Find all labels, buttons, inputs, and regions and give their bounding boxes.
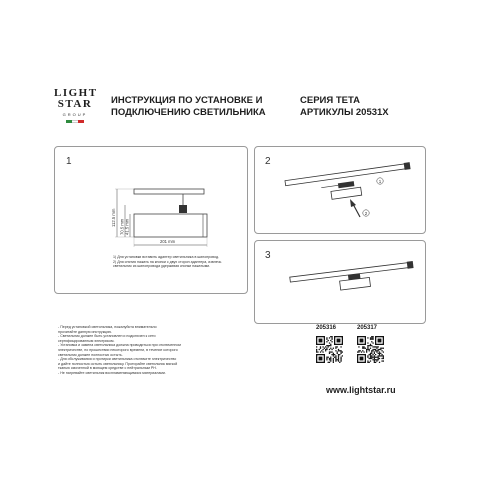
adapter-line (321, 185, 338, 187)
dim-body-label: 70.5 mm (119, 218, 125, 235)
instruction-line: - Для обслуживания и протирки светильника отключите электричество (58, 357, 177, 362)
article-205316: 205316 (316, 325, 337, 331)
logo-word-group: GROUP (62, 112, 88, 117)
flag-stripe-red (78, 120, 84, 123)
instruction-line: - Светильник должен быть установлен и подключен к сети (58, 334, 156, 339)
adapter-block (179, 205, 187, 213)
track-end-cap (404, 162, 411, 170)
adapter (338, 181, 355, 188)
step-3-result-drawing (255, 241, 425, 323)
note-2a: 2) Для снятия нажать на кнопки с двух сторон адаптера, извлечь (113, 259, 222, 264)
italian-flag-icon (66, 120, 84, 123)
instruction-line: сертифицированным электриком. (58, 338, 115, 343)
qr-code-205317[interactable] (357, 336, 384, 363)
step-1-number: 1 (66, 156, 72, 167)
instruction-line: электричестве, по прошествии некоторого времени, в течение которого (58, 347, 178, 352)
logo-word-light: LIGHT (54, 87, 98, 99)
title-line-1: ИНСТРУКЦИЯ ПО УСТАНОВКЕ И (111, 95, 263, 106)
step-1-panel (54, 146, 248, 294)
step-2-number: 2 (265, 156, 271, 167)
instruction-line: - Не нагревайте светильник воспламеняющимися материалами. (58, 370, 166, 375)
luminaire (331, 187, 362, 199)
instruction-line: прочитайте данную инструкцию. (58, 329, 113, 334)
title-line-2: ПОДКЛЮЧЕНИЮ СВЕТИЛЬНИКА (111, 107, 266, 118)
note-2b: светильник из шинопровода удерживая кнопки нажатыми. (113, 264, 211, 269)
brand-logo (54, 88, 96, 123)
instruction-line: тканью смоченной в моющем средстве с нейтральным PH. (58, 366, 157, 371)
dim-small-label: 41.5 mm (124, 218, 130, 235)
instruction-line: светильник должен полностью остыть. (58, 352, 123, 357)
step-2-install-drawing (255, 147, 425, 233)
instruction-line: и дайте полностью остыть светильнику. Протирайте светильник мягкой (58, 361, 178, 366)
insert-arrow-shaft (353, 204, 360, 217)
logo-word-star: STAR (57, 98, 93, 110)
mark-2-label: 2 (364, 210, 368, 216)
page-title (111, 95, 281, 119)
step-1-notes (113, 255, 243, 269)
step-1-dimension-drawing (55, 147, 247, 293)
safety-instructions (58, 325, 248, 376)
mark-1-label: 1 (378, 178, 382, 184)
step-2-panel (254, 146, 426, 234)
article-range: АРТИКУЛЫ 20531X (300, 107, 389, 118)
track-end-cap (407, 261, 414, 269)
note-1: 1) Для установки вставить адаптер светильника в шинопровод. (113, 255, 220, 259)
dim-height-label: 112.5 mm (111, 208, 116, 227)
step-3-panel (254, 240, 426, 324)
insert-arrow-head (350, 199, 356, 207)
article-205317: 205317 (357, 325, 378, 331)
instruction-line: - Установка и замена светильника должна проводиться при отключенном (58, 343, 181, 348)
series-name: СЕРИЯ TETA (300, 95, 360, 106)
step-3-number: 3 (265, 250, 271, 261)
series-block (300, 95, 389, 119)
luminaire-body (134, 214, 207, 237)
luminaire-mounted (340, 277, 371, 290)
instruction-line: - Перед установкой светильника, пожалуйста внимательно (58, 325, 157, 329)
track-profile (134, 189, 204, 194)
qr-code-205316[interactable] (316, 336, 343, 363)
dim-width-label: 201 mm (160, 239, 176, 244)
website-link[interactable]: www.lightstar.ru (326, 385, 396, 395)
